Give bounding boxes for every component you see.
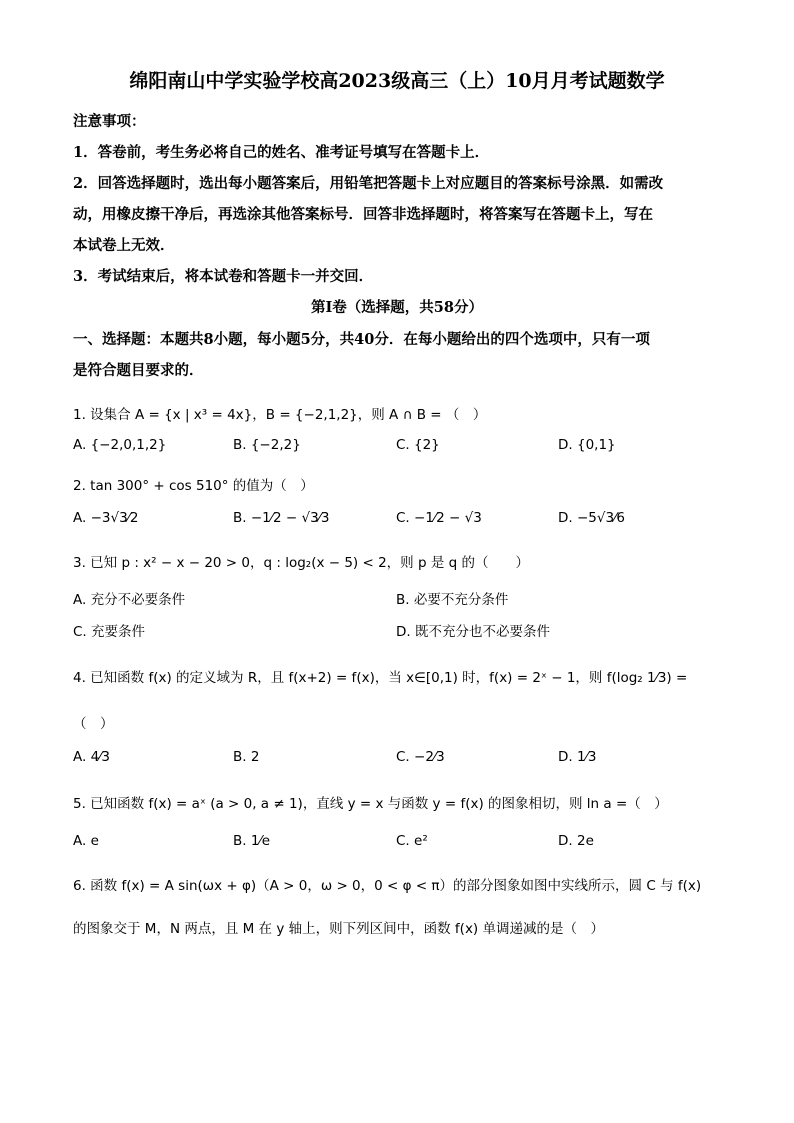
question-2-option-d: D. −5√3⁄6 [558,510,625,526]
question-4-option-d: D. 1⁄3 [558,749,597,765]
question-5-option-a: A. e [73,833,99,849]
question-5-option-b: B. 1⁄e [233,833,270,849]
question-4-stem-continued: （ ） [73,716,114,732]
question-4-option-a: A. 4⁄3 [73,749,111,765]
question-4-stem: 4. 已知函数 f(x) 的定义域为 R，且 f(x+2) = f(x)，当 x∈[0,1) 时，f(x) = 2ˣ − 1，则 f(log₂ 1⁄3) = [73,670,688,686]
question-5-option-d: D. 2e [558,833,594,849]
question-6-stem: 6. 函数 f(x) = A sin(ωx + φ)（A > 0，ω > 0，0 < φ < π）的部分图象如图中实线所示，圆 C 与 f(x) [73,878,702,894]
question-1-option-c: C. {2} [396,437,440,453]
notice-line-2a: 2．回答选择题时，选出每小题答案后，用铅笔把答题卡上对应题目的答案标号涂黑．如需改 [73,175,664,192]
part1-instruction-b: 是符合题目要求的． [73,362,204,379]
section-heading: 第Ⅰ卷（选择题，共58分） [311,299,483,316]
question-4-option-b: B. 2 [233,749,260,765]
question-2-option-b: B. −1⁄2 − √3⁄3 [233,510,330,526]
notice-line-2c: 本试卷上无效． [73,237,175,254]
question-3-option-d: D. 既不充分也不必要条件 [396,624,550,640]
question-3-option-b: B. 必要不充分条件 [396,592,509,608]
question-5-stem: 5. 已知函数 f(x) = aˣ (a > 0, a ≠ 1)，直线 y = x 与函数 y = f(x) 的图象相切，则 ln a =（ ） [73,796,668,812]
question-3-option-a: A. 充分不必要条件 [73,592,186,608]
question-1-option-b: B. {−2,2} [233,437,301,453]
question-1-option-d: D. {0,1} [558,437,616,453]
notice-line-3: 3．考试结束后，将本试卷和答题卡一并交回． [73,268,374,285]
question-3-option-c: C. 充要条件 [73,624,146,640]
question-2-stem: 2. tan 300° + cos 510° 的值为（ ） [73,478,314,494]
question-3-stem: 3. 已知 p : x² − x − 20 > 0，q : log₂(x − 5) < 2，则 p 是 q 的（ ） [73,555,529,571]
question-2-option-c: C. −1⁄2 − √3 [396,510,482,526]
question-1-option-a: A. {−2,0,1,2} [73,437,167,453]
notice-line-2b: 动，用橡皮擦干净后，再选涂其他答案标号．回答非选择题时，将答案写在答题卡上，写在 [73,206,653,223]
question-2-option-a: A. −3√3⁄2 [73,510,139,526]
part1-instruction-a: 一、选择题：本题共8小题，每小题5分，共40分．在每小题给出的四个选项中，只有一项 [73,331,650,348]
question-5-option-c: C. e² [396,833,428,849]
question-1-stem: 1. 设集合 A = {x | x³ = 4x}，B = {−2,1,2}，则 A ∩ B = （ ） [73,407,487,423]
notice-line-1: 1．答卷前，考生务必将自己的姓名、准考证号填写在答题卡上． [73,144,490,161]
notice-heading: 注意事项： [73,113,146,130]
question-6-stem-continued: 的图象交于 M，N 两点，且 M 在 y 轴上，则下列区间中，函数 f(x) 单调递减的是（ ） [73,921,604,937]
question-4-option-c: C. −2⁄3 [396,749,445,765]
exam-title: 绵阳南山中学实验学校高2023级高三（上）10月月考试题数学 [129,70,665,92]
